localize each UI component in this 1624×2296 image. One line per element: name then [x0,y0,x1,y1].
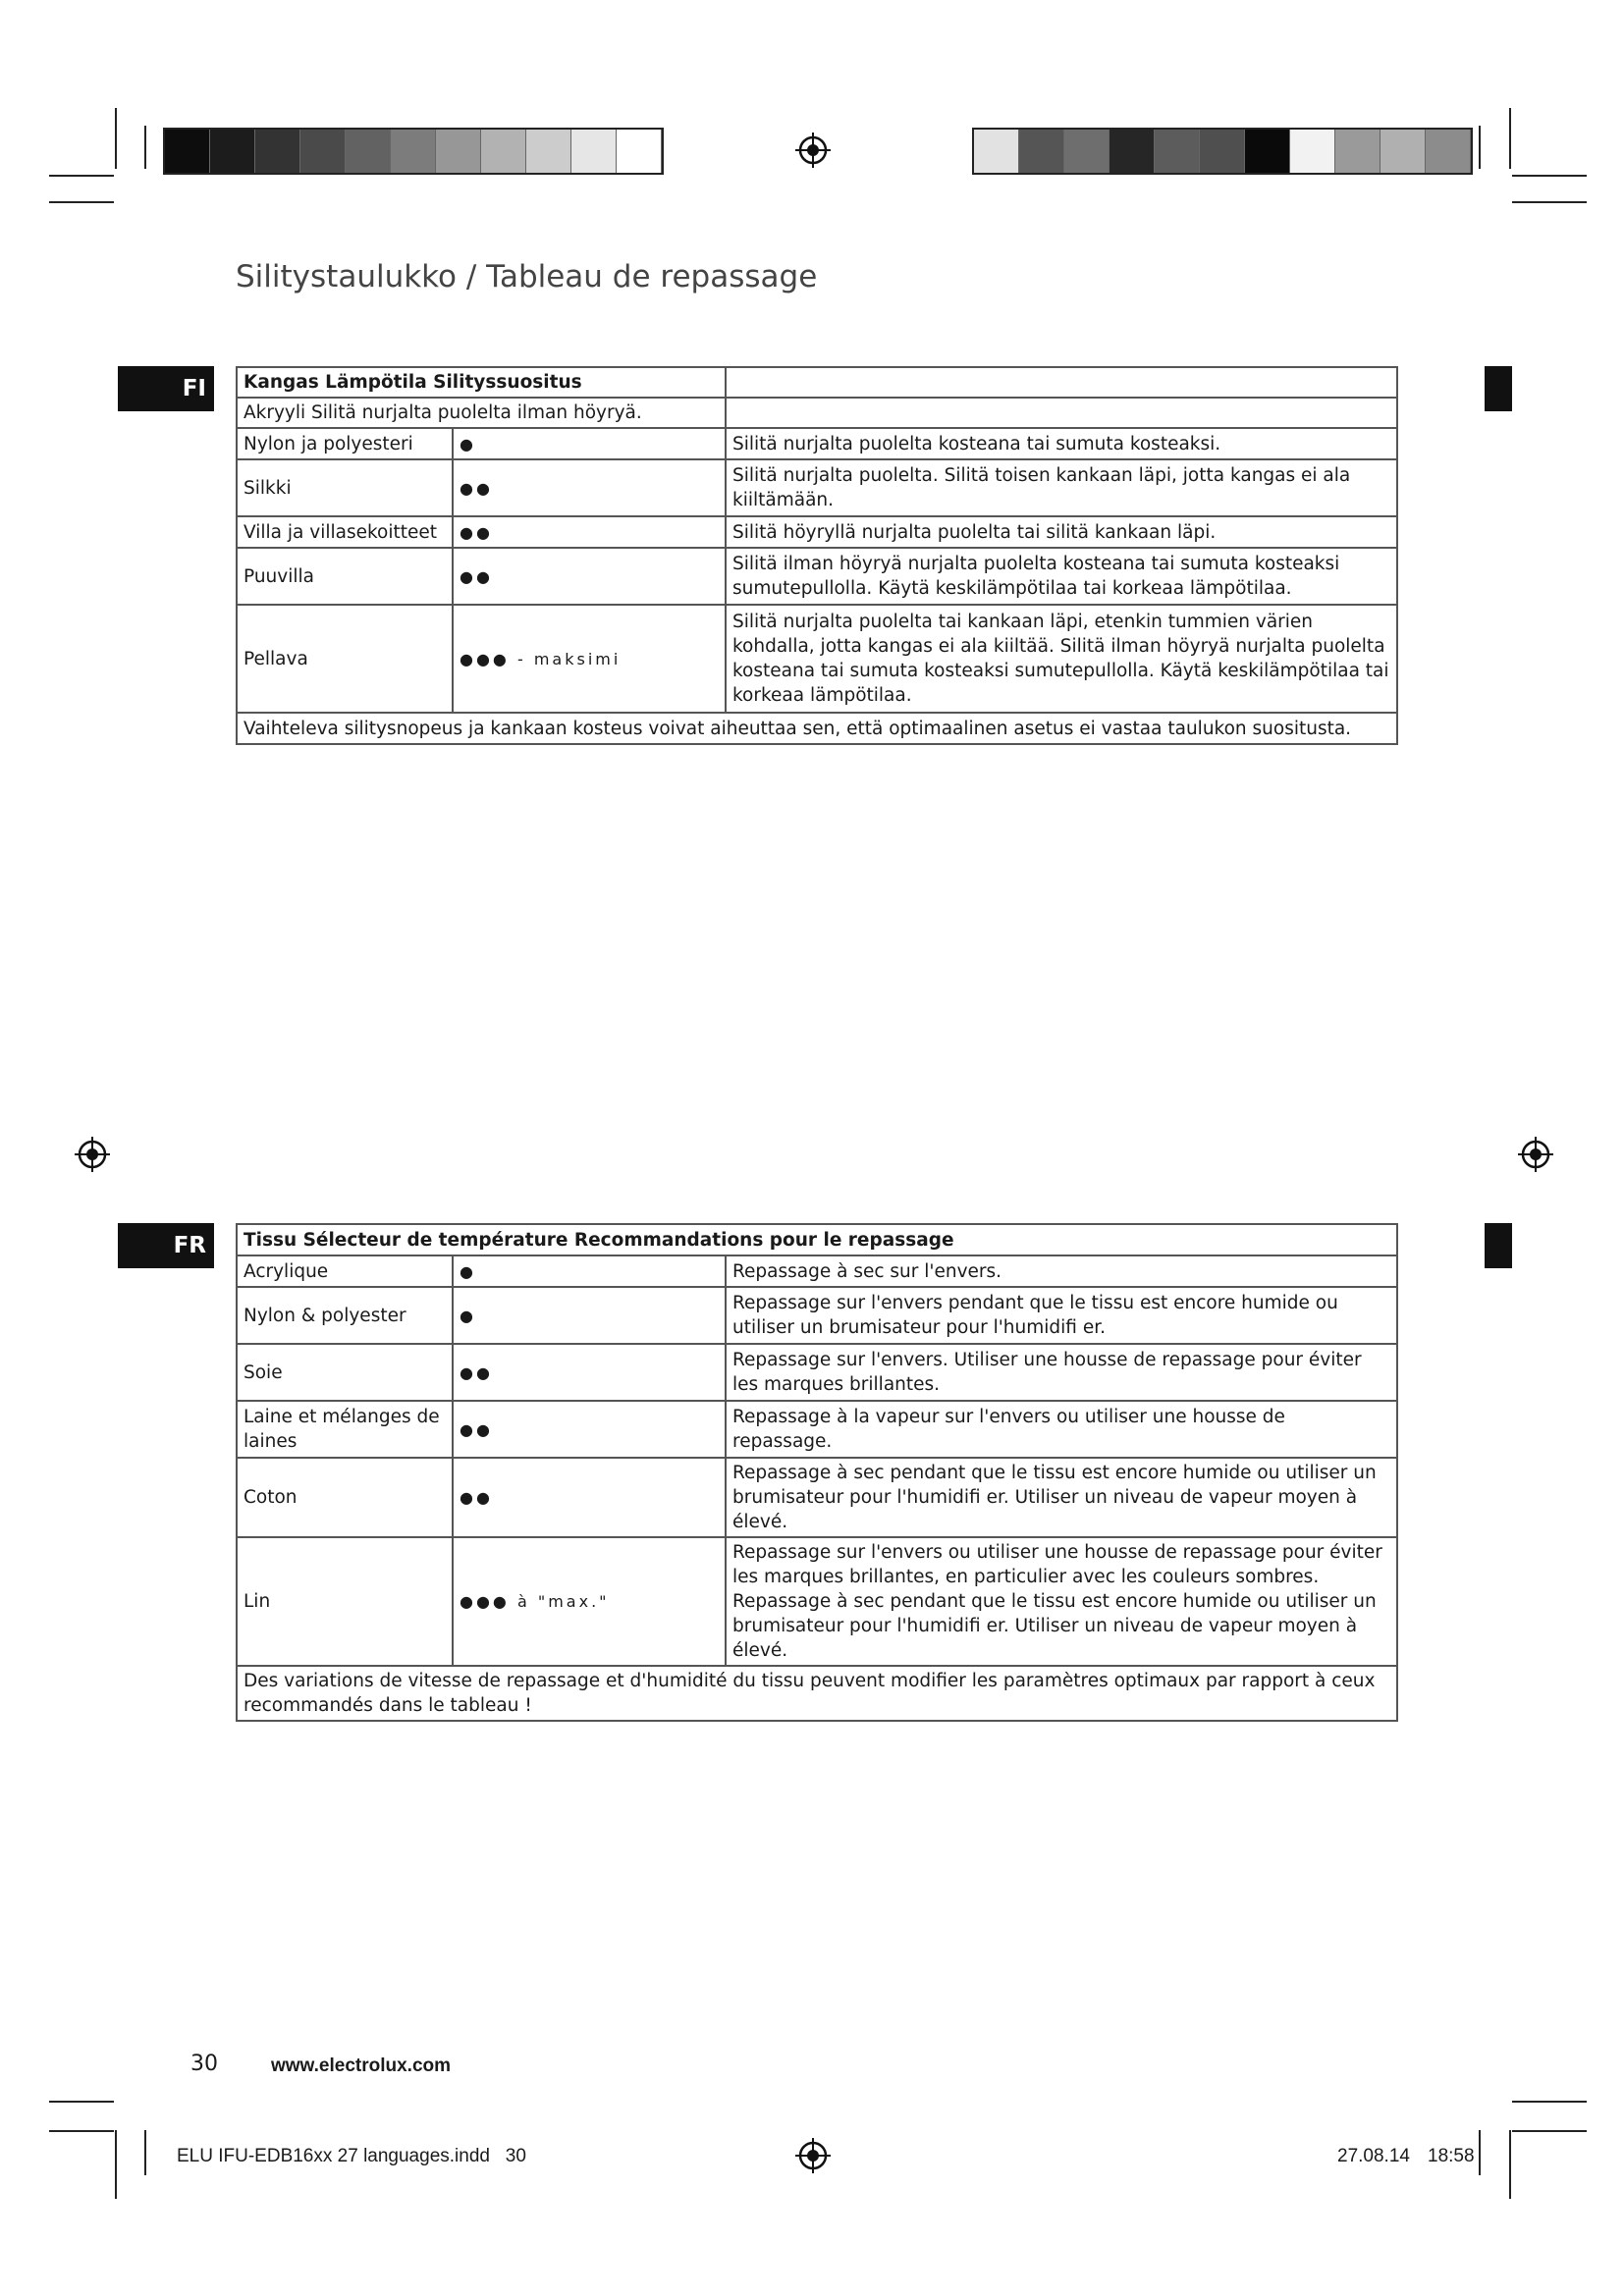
crop-mark [1479,2130,1481,2175]
color-swatch [1290,130,1335,173]
advice-cell: Repassage à sec pendant que le tissu est encore humide ou utiliser un brumisateur pour l'humidifi er. Utiliser un niveau de vapeur moyen à élevé. [726,1458,1397,1537]
ironing-table-fi [236,366,1398,745]
slug-date: 27.08.14 [1337,2146,1410,2166]
ironing-table-fr [236,1223,1398,1722]
fabric-cell: Nylon & polyester [237,1287,453,1344]
thumb-index-marker [1485,1223,1512,1268]
color-swatch [1200,130,1245,173]
crop-mark [144,2130,146,2175]
fabric-cell: Soie [237,1344,453,1401]
color-swatch [617,130,662,173]
table-note: Vaihteleva silitysnopeus ja kankaan kosteus voivat aiheuttaa sen, että optimaalinen asetus ei vastaa taulukon suositusta. [237,713,1397,744]
color-swatch [391,130,436,173]
registration-target-icon [793,131,833,170]
fabric-cell: Coton [237,1458,453,1537]
crop-mark [49,175,114,177]
temperature-cell: ●● [453,1401,726,1458]
language-tab-fr: FR [118,1223,214,1268]
page-number: 30 [190,2052,218,2076]
color-swatch [255,130,300,173]
crop-mark [1512,2130,1587,2132]
color-swatch [165,130,210,173]
crop-mark [49,201,114,203]
crop-mark [1509,2130,1511,2199]
fabric-cell: Laine et mélanges de laines [237,1401,453,1458]
table-row [237,459,1397,516]
color-swatch [1064,130,1110,173]
fabric-cell: Pellava [237,605,453,713]
fabric-cell: Nylon ja polyesteri [237,428,453,459]
color-swatch [300,130,346,173]
color-swatch [1380,130,1426,173]
advice-cell: Repassage sur l'envers ou utiliser une housse de repassage pour éviter les marques brillantes, en particulier avec les couleurs sombres. Repassage à sec pendant que le tissu est encore humide ou utiliser un brumisateur pour l'humidifi er. Utiliser un niveau de vapeur moyen à élevé. [726,1537,1397,1666]
temperature-cell: ● [453,428,726,459]
advice-cell: Repassage à sec sur l'envers. [726,1255,1397,1287]
table-row [237,1401,1397,1458]
temperature-cell: ●● [453,1458,726,1537]
temperature-cell: ●● [453,1344,726,1401]
color-calibration-bar-right [972,128,1473,175]
temperature-cell: ●● [453,516,726,548]
table-row [237,1344,1397,1401]
advice-cell: Repassage sur l'envers pendant que le tissu est encore humide ou utiliser un brumisateur pour l'humidifi er. [726,1287,1397,1344]
table-cell: Akryyli Silitä nurjalta puolelta ilman höyryä. [237,398,726,428]
color-swatch [346,130,391,173]
color-swatch [436,130,481,173]
color-swatch [526,130,571,173]
color-swatch [1426,130,1471,173]
table-note-row [237,1666,1397,1721]
advice-cell: Repassage sur l'envers. Utiliser une housse de repassage pour éviter les marques brillantes. [726,1344,1397,1401]
color-swatch [1155,130,1200,173]
table-cell [726,398,1397,428]
website-url: www.electrolux.com [271,2056,452,2076]
registration-target-icon [73,1135,112,1174]
crop-mark [1512,2101,1587,2103]
table-row [237,1287,1397,1344]
registration-target-icon [793,2136,833,2175]
color-calibration-bar-left [163,128,664,175]
temperature-cell: ● [453,1255,726,1287]
temperature-cell: ●● [453,459,726,516]
color-swatch [1245,130,1290,173]
color-swatch [481,130,526,173]
crop-mark [144,126,146,169]
color-swatch [571,130,617,173]
slug-time: 18:58 [1428,2146,1475,2166]
table-row [237,1537,1397,1666]
crop-mark [1509,108,1511,169]
crop-mark [1512,175,1587,177]
table-row [237,605,1397,713]
fabric-cell: Silkki [237,459,453,516]
fabric-cell: Lin [237,1537,453,1666]
table-row [237,1458,1397,1537]
table-row [237,516,1397,548]
table-row [237,548,1397,605]
advice-cell: Silitä ilman höyryä nurjalta puolelta kosteana tai sumuta kosteaksi sumutepullolla. Käytä keskilämpötilaa tai korkeaa lämpötilaa. [726,548,1397,605]
registration-target-icon [1516,1135,1555,1174]
fabric-cell: Acrylique [237,1255,453,1287]
crop-mark [1512,201,1587,203]
temperature-cell: ●● [453,548,726,605]
crop-mark [1479,126,1481,169]
crop-mark [49,2101,114,2103]
table-header: Tissu Sélecteur de température Recommandations pour le repassage [237,1224,1397,1255]
crop-mark [49,2130,114,2132]
table-cell [726,367,1397,398]
advice-cell: Silitä höyryllä nurjalta puolelta tai silitä kankaan läpi. [726,516,1397,548]
color-swatch [1019,130,1064,173]
color-swatch [1335,130,1380,173]
temperature-cell: ● [453,1287,726,1344]
advice-cell: Silitä nurjalta puolelta kosteana tai sumuta kosteaksi. [726,428,1397,459]
table-note: Des variations de vitesse de repassage et d'humidité du tissu peuvent modifier les paramètres optimaux par rapport à ceux recommandés dans le tableau ! [237,1666,1397,1721]
table-row [237,1255,1397,1287]
table-note-row [237,713,1397,744]
color-swatch [210,130,255,173]
table-header: Kangas Lämpötila Silityssuositus [237,367,726,398]
thumb-index-marker [1485,366,1512,411]
table-header-row [237,367,1397,398]
file-slug: ELU IFU-EDB16xx 27 languages.indd 30 [177,2146,526,2166]
table-row [237,398,1397,428]
color-swatch [974,130,1019,173]
color-swatch [1110,130,1155,173]
crop-mark [115,2130,117,2199]
table-header-row [237,1224,1397,1255]
crop-mark [115,108,117,169]
page-title: Silitystaulukko / Tableau de repassage [236,259,818,294]
temperature-cell: ●●● à "max." [453,1537,726,1666]
fabric-cell: Puuvilla [237,548,453,605]
advice-cell: Repassage à la vapeur sur l'envers ou utiliser une housse de repassage. [726,1401,1397,1458]
table-row [237,428,1397,459]
advice-cell: Silitä nurjalta puolelta. Silitä toisen kankaan läpi, jotta kangas ei ala kiiltämään. [726,459,1397,516]
advice-cell: Silitä nurjalta puolelta tai kankaan läpi, etenkin tummien värien kohdalla, jotta kangas ei ala kiiltää. Silitä ilman höyryä nurjalta puolelta kosteana tai sumuta kosteaksi sumutepullolla. Käytä keskilämpötilaa tai korkeaa lämpötilaa. [726,605,1397,713]
fabric-cell: Villa ja villasekoitteet [237,516,453,548]
temperature-cell: ●●● - maksimi [453,605,726,713]
language-tab-fi: FI [118,366,214,411]
